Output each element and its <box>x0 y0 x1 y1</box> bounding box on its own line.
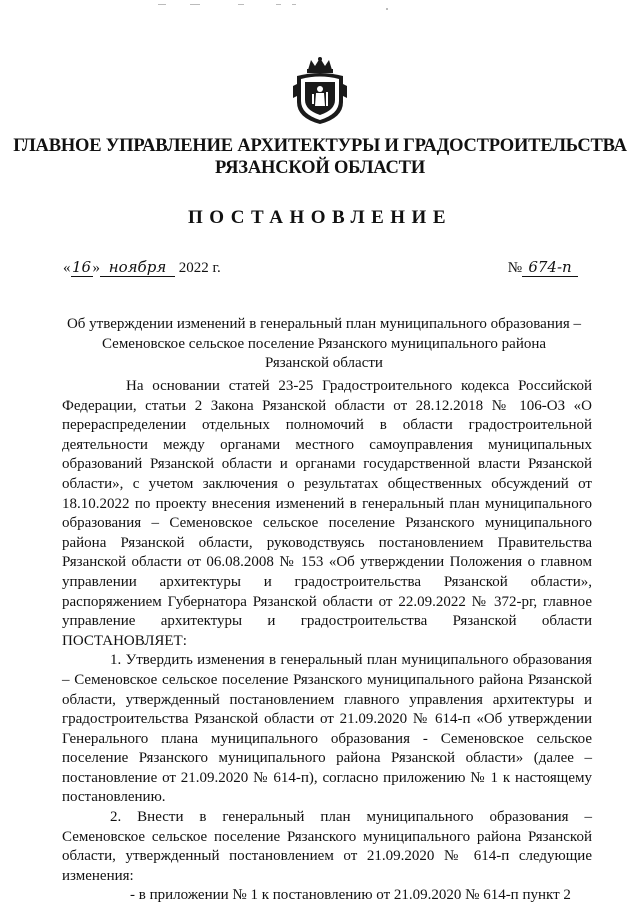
organization-name-line1: ГЛАВНОЕ УПРАВЛЕНИЕ АРХИТЕКТУРЫ И ГРАДОСТРОИТЕЛЬСТВА <box>13 136 627 156</box>
scan-artifacts <box>0 0 640 12</box>
item-2-subitem: - в приложении № 1 к постановлению от 21.09.2020 № 614-п пункт 2 <box>130 887 571 904</box>
organization-name-line2: РЯЗАНСКОЙ ОБЛАСТИ <box>214 158 426 178</box>
document-body <box>62 377 592 906</box>
date-open-quote: « <box>63 260 71 276</box>
document-date <box>63 258 221 277</box>
document-subject <box>60 315 588 374</box>
item-1-paragraph: 1. Утвердить изменения в генеральный план муниципального образования – Семеновское сельское поселение Рязанского муниципального района Рязанской области, утвержденный постановлением главного управления архитектуры и градостроительства Рязанской области от 21.09.2020 № 614-п «Об утверждении Генерального плана муниципального образования - Семеновское сельское поселение Рязанского муниципального района Рязанской области» (далее – постановление от 21.09.2020 № 614-п), согласно приложению № 1 к настоящему постановлению. <box>62 652 592 806</box>
coat-of-arms-icon <box>291 56 349 126</box>
document-number <box>508 258 578 277</box>
date-close-quote: » <box>92 260 100 276</box>
subject-line-2: Семеновское сельское поселение Рязанского муниципального района <box>101 335 547 352</box>
preamble-paragraph: На основании статей 23-25 Градостроительного кодекса Российской Федерации, статьи 2 Закона Рязанской области от 28.12.2018 № 106-ОЗ «О перераспределении отдельных полномочий в области градостроительной деятельности между органами местного самоуправления муниципальных образований Рязанской области и органами государственной власти Рязанской области», с учетом заключения о результатах общественных обсуждений от 18.10.2022 по проекту внесения изменений в генеральный план муниципального образования – Семеновское сельское поселение Рязанского муниципального района Рязанской области, руководствуясь постановлением Правительства Рязанской области от 06.08.2008 № 153 «Об утверждении Положения о главном управлении архитектуры и градостроительства Рязанской области», распоряжением Губернатора Рязанской области от 22.09.2022 № 372-рг, главное управление архитектуры и градостроительства Рязанской области ПОСТАНОВЛЯЕТ: <box>62 378 592 649</box>
date-month: ноября <box>100 258 175 277</box>
item-2-paragraph: 2. Внести в генеральный план муниципального образования – Семеновское сельское поселение Рязанского муниципального района Рязанской области, утвержденный постановлением от 21.09.2020 № 614-п следующие изменения: <box>62 809 592 884</box>
date-year: 2022 г. <box>178 260 221 276</box>
subject-line-3: Рязанской области <box>265 355 383 371</box>
number-value: 674-п <box>522 258 578 277</box>
number-prefix: № <box>507 260 522 276</box>
subject-line-1: Об утверждении изменений в генеральный план муниципального образования – <box>66 316 582 332</box>
document-type-title: ПОСТАНОВЛЕНИЕ <box>187 207 453 228</box>
date-day: 16 <box>71 258 92 276</box>
